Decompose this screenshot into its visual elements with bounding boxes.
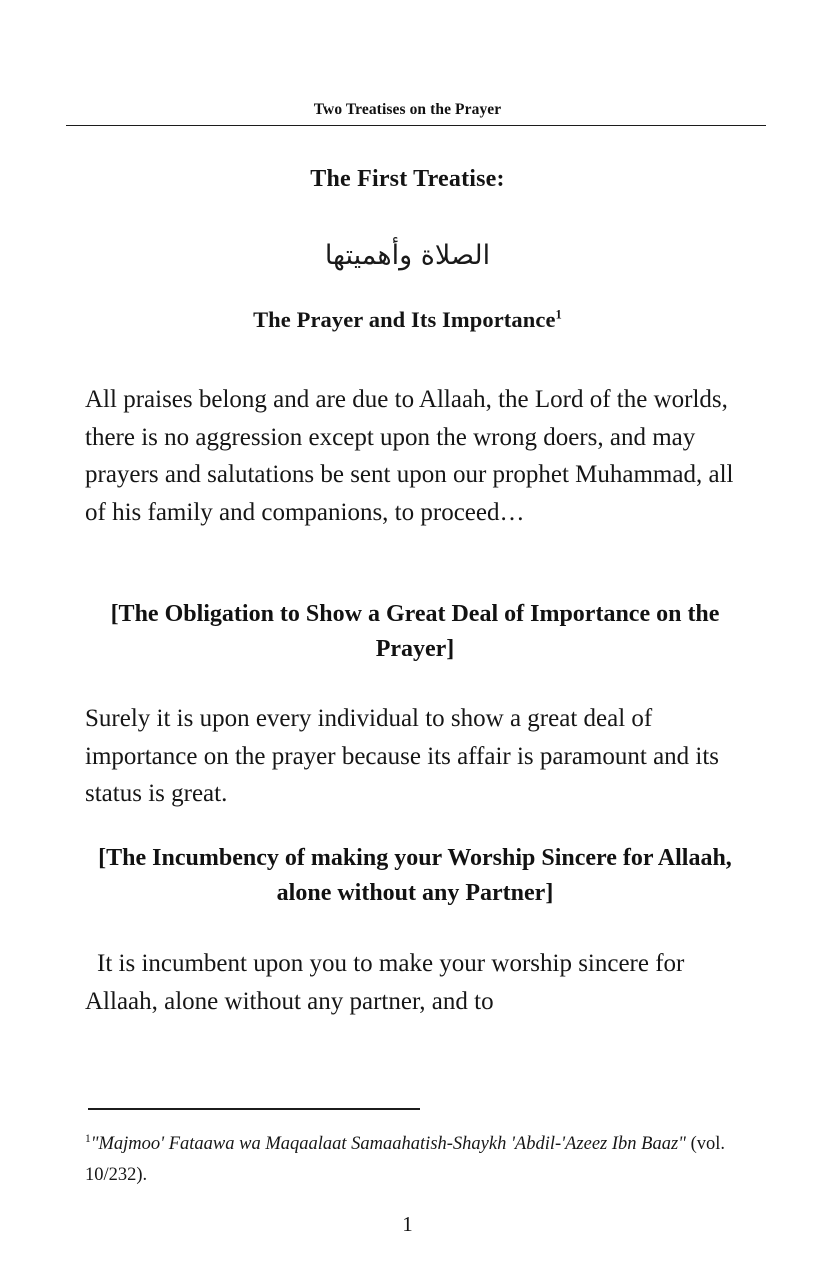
body-paragraph-1: All praises belong and are due to Allaah, the Lord of the worlds, there is no aggression except upon the wrong doers, and may prayers and salutations be sent upon our prophet Muhammad, all of his family and companions, to proceed… bbox=[85, 386, 734, 526]
bracket-heading-1: [The Obligation to Show a Great Deal of Importance on the Prayer] bbox=[110, 601, 720, 662]
footnote-marker: 1 bbox=[85, 1133, 91, 1145]
page-number: 1 bbox=[402, 1212, 413, 1236]
body-paragraph-3: It is incumbent upon you to make your worship sincere for Allaah, alone without any partner, and to bbox=[85, 950, 685, 1015]
section-title bbox=[0, 307, 815, 333]
bracket-heading-2: [The Incumbency of making your Worship Sincere for Allaah, alone without any Partner] bbox=[98, 845, 732, 906]
treatise-title: The First Treatise: bbox=[310, 166, 505, 192]
footnote-separator-rule bbox=[88, 1108, 420, 1110]
section-title-text: The Prayer and Its Importance bbox=[253, 307, 556, 332]
header-rule bbox=[66, 125, 766, 126]
arabic-title: الصلاة وأهميتها bbox=[324, 240, 491, 271]
footnote bbox=[85, 1124, 765, 1191]
running-head: Two Treatises on the Prayer bbox=[313, 101, 502, 118]
footnote-citation-volume: (vol. 10/232). bbox=[85, 1134, 725, 1186]
footnote-citation-title: "Majmoo' Fataawa wa Maqaalaat Samaahatish-Shaykh 'Abdil-'Azeez Ibn Baaz" bbox=[90, 1134, 686, 1155]
section-footnote-marker: 1 bbox=[555, 307, 562, 322]
body-paragraph-2: Surely it is upon every individual to show a great deal of importance on the prayer because its affair is paramount and its status is great. bbox=[85, 705, 720, 807]
